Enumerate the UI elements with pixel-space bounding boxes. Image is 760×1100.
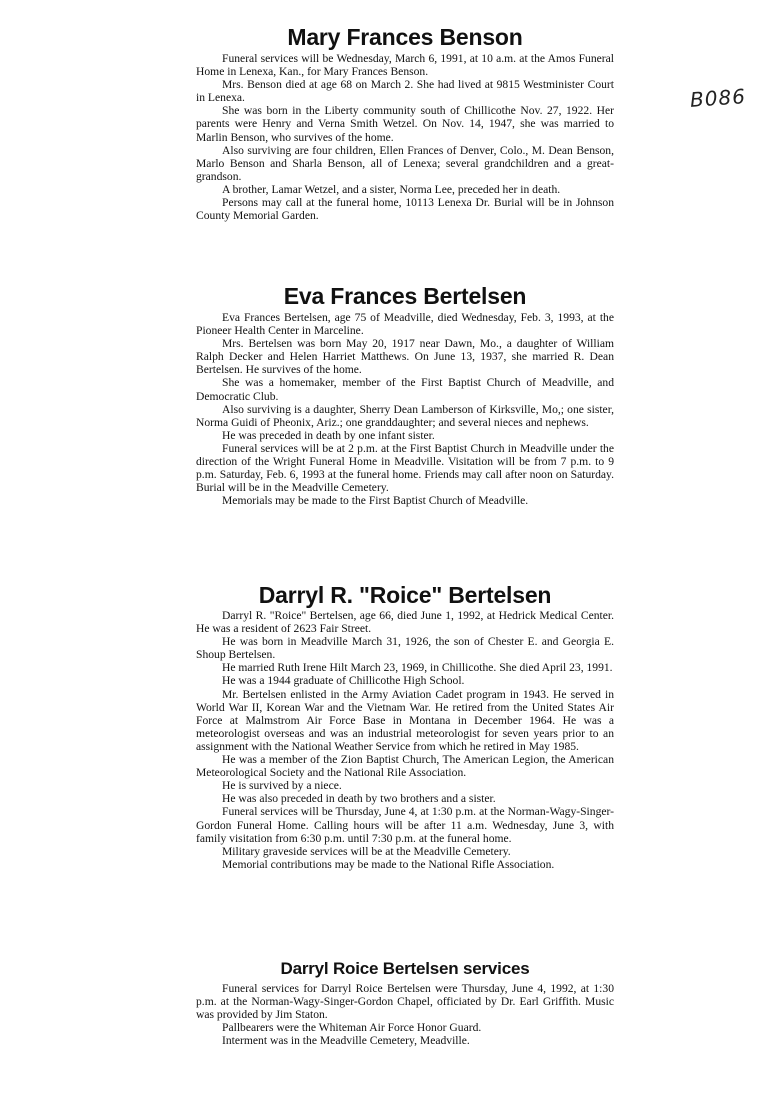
obituary-paragraph: Also surviving is a daughter, Sherry Dean Lamberson of Kirksville, Mo,; one sister, Norma Guidi of Pheonix, Ariz.; one granddaughter; and several nieces and nephews. — [196, 402, 614, 429]
obituary-paragraph: He married Ruth Irene Hilt March 23, 1969, in Chillicothe. She died April 23, 1991. — [222, 661, 613, 675]
obituary-paragraph: Memorial contributions may be made to the National Rifle Association. — [222, 857, 555, 871]
obituary-darryl-r-roice-bertelsen — [196, 582, 614, 871]
obituary-paragraph: He was also preceded in death by two brothers and a sister. — [222, 792, 496, 806]
obituary-paragraph: A brother, Lamar Wetzel, and a sister, Norma Lee, preceded her in death. — [222, 182, 561, 196]
obituary-paragraph: Also surviving are four children, Ellen Frances of Denver, Colo., M. Dean Benson, Marlo Benson and Sharla Benson, all of Lenexa; several grandchildren and a great-grandson. — [196, 143, 614, 183]
obituary-paragraph: Military graveside services will be at the Meadville Cemetery. — [222, 844, 511, 858]
obituary-paragraph: Funeral services will be Thursday, June 4, at 1:30 p.m. at the Norman-Wagy-Singer-Gordon Funeral Home. Calling hours will be after 11 a.m. Wednesday, June 3, with family visitation from 6:30 p.m. until 7:30 p.m. at the funeral home. — [196, 805, 614, 845]
obituary-paragraph: Interment was in the Meadville Cemetery, Meadville. — [222, 1034, 470, 1048]
obituary-eva-frances-bertelsen — [196, 283, 614, 507]
obituary-body — [196, 52, 614, 222]
obituary-paragraph: Persons may call at the funeral home, 10113 Lenexa Dr. Burial will be in Johnson County Memorial Garden. — [196, 196, 614, 223]
obituary-title: Mary Frances Benson — [287, 24, 523, 50]
obituary-paragraph: Mrs. Benson died at age 68 on March 2. She had lived at 9815 Westminister Court in Lenexa. — [196, 78, 614, 105]
obituary-body — [196, 609, 614, 871]
obituary-paragraph: Mrs. Bertelsen was born May 20, 1917 near Dawn, Mo., a daughter of William Ralph Decker and Helen Harriet Matthews. On June 13, 1937, she married R. Dean Bertelsen. He survives of the home. — [196, 337, 614, 377]
obituary-paragraph: Mr. Bertelsen enlisted in the Army Aviation Cadet program in 1943. He served in World War II, Korean War and the Vietnam War. He retired from the United States Air Force at Malmstrom Air Force Base in Montana in December 1964. He was a meteorologist overseas and was an industrial meteorologist for seven years prior to an assignment with the National Weather Service from which he retired in May 1985. — [196, 687, 614, 753]
obituary-body — [196, 311, 614, 507]
obituary-paragraph: Eva Frances Bertelsen, age 75 of Meadville, died Wednesday, Feb. 3, 1993, at the Pioneer Health Center in Marceline. — [196, 311, 614, 338]
handwritten-annotation: B086 — [689, 84, 747, 112]
obituary-paragraph: He was born in Meadville March 31, 1926, the son of Chester E. and Georgia E. Shoup Bertelsen. — [196, 635, 614, 662]
obituary-paragraph: He was a member of the Zion Baptist Church, The American Legion, the American Meteorological Society and the National Rile Association. — [196, 753, 614, 780]
obituary-paragraph: He is survived by a niece. — [222, 779, 342, 793]
obituary-body — [196, 982, 614, 1047]
obituary-paragraph: Funeral services will be at 2 p.m. at the First Baptist Church in Meadville under the direction of the Wright Funeral Home in Meadville. Visitation will be from 7 p.m. to 9 p.m. Saturday, Feb. 6, 1993 at the funeral home. Friends may call after noon on Saturday. Burial will be in the Meadville Cemetery. — [196, 441, 614, 495]
obituary-paragraph: Memorials may be made to the First Baptist Church of Meadville. — [222, 494, 529, 508]
obituary-paragraph: She was a homemaker, member of the First Baptist Church of Meadville, and Democratic Club. — [196, 376, 614, 403]
obituary-paragraph: Darryl R. "Roice" Bertelsen, age 66, died June 1, 1992, at Hedrick Medical Center. He was a resident of 2623 Fair Street. — [196, 609, 614, 636]
obituary-paragraph: She was born in the Liberty community south of Chillicothe Nov. 27, 1922. Her parents were Henry and Verna Smith Wetzel. On Nov. 14, 1947, she was married to Marlin Benson, who survives of the home. — [196, 104, 614, 144]
obituary-paragraph: He was a 1944 graduate of Chillicothe High School. — [222, 674, 465, 688]
obituary-paragraph: He was preceded in death by one infant sister. — [222, 428, 435, 442]
obituary-title: Darryl R. "Roice" Bertelsen — [258, 582, 552, 608]
obituary-paragraph: Pallbearers were the Whiteman Air Force Honor Guard. — [222, 1021, 482, 1035]
obituary-paragraph: Funeral services for Darryl Roice Bertelsen were Thursday, June 4, 1992, at 1:30 p.m. at the Norman-Wagy-Singer-Gordon Chapel, officiated by Dr. Earl Griffith. Music was provided by Jim Staton. — [196, 982, 614, 1022]
obituary-darryl-roice-bertelsen-services — [196, 959, 614, 1047]
obituary-mary-frances-benson — [196, 24, 614, 222]
obituary-title: Eva Frances Bertelsen — [283, 283, 527, 309]
obituary-paragraph: Funeral services will be Wednesday, March 6, 1991, at 10 a.m. at the Amos Funeral Home in Lenexa, Kan., for Mary Frances Benson. — [196, 52, 614, 79]
obituary-title: Darryl Roice Bertelsen services — [280, 959, 530, 978]
